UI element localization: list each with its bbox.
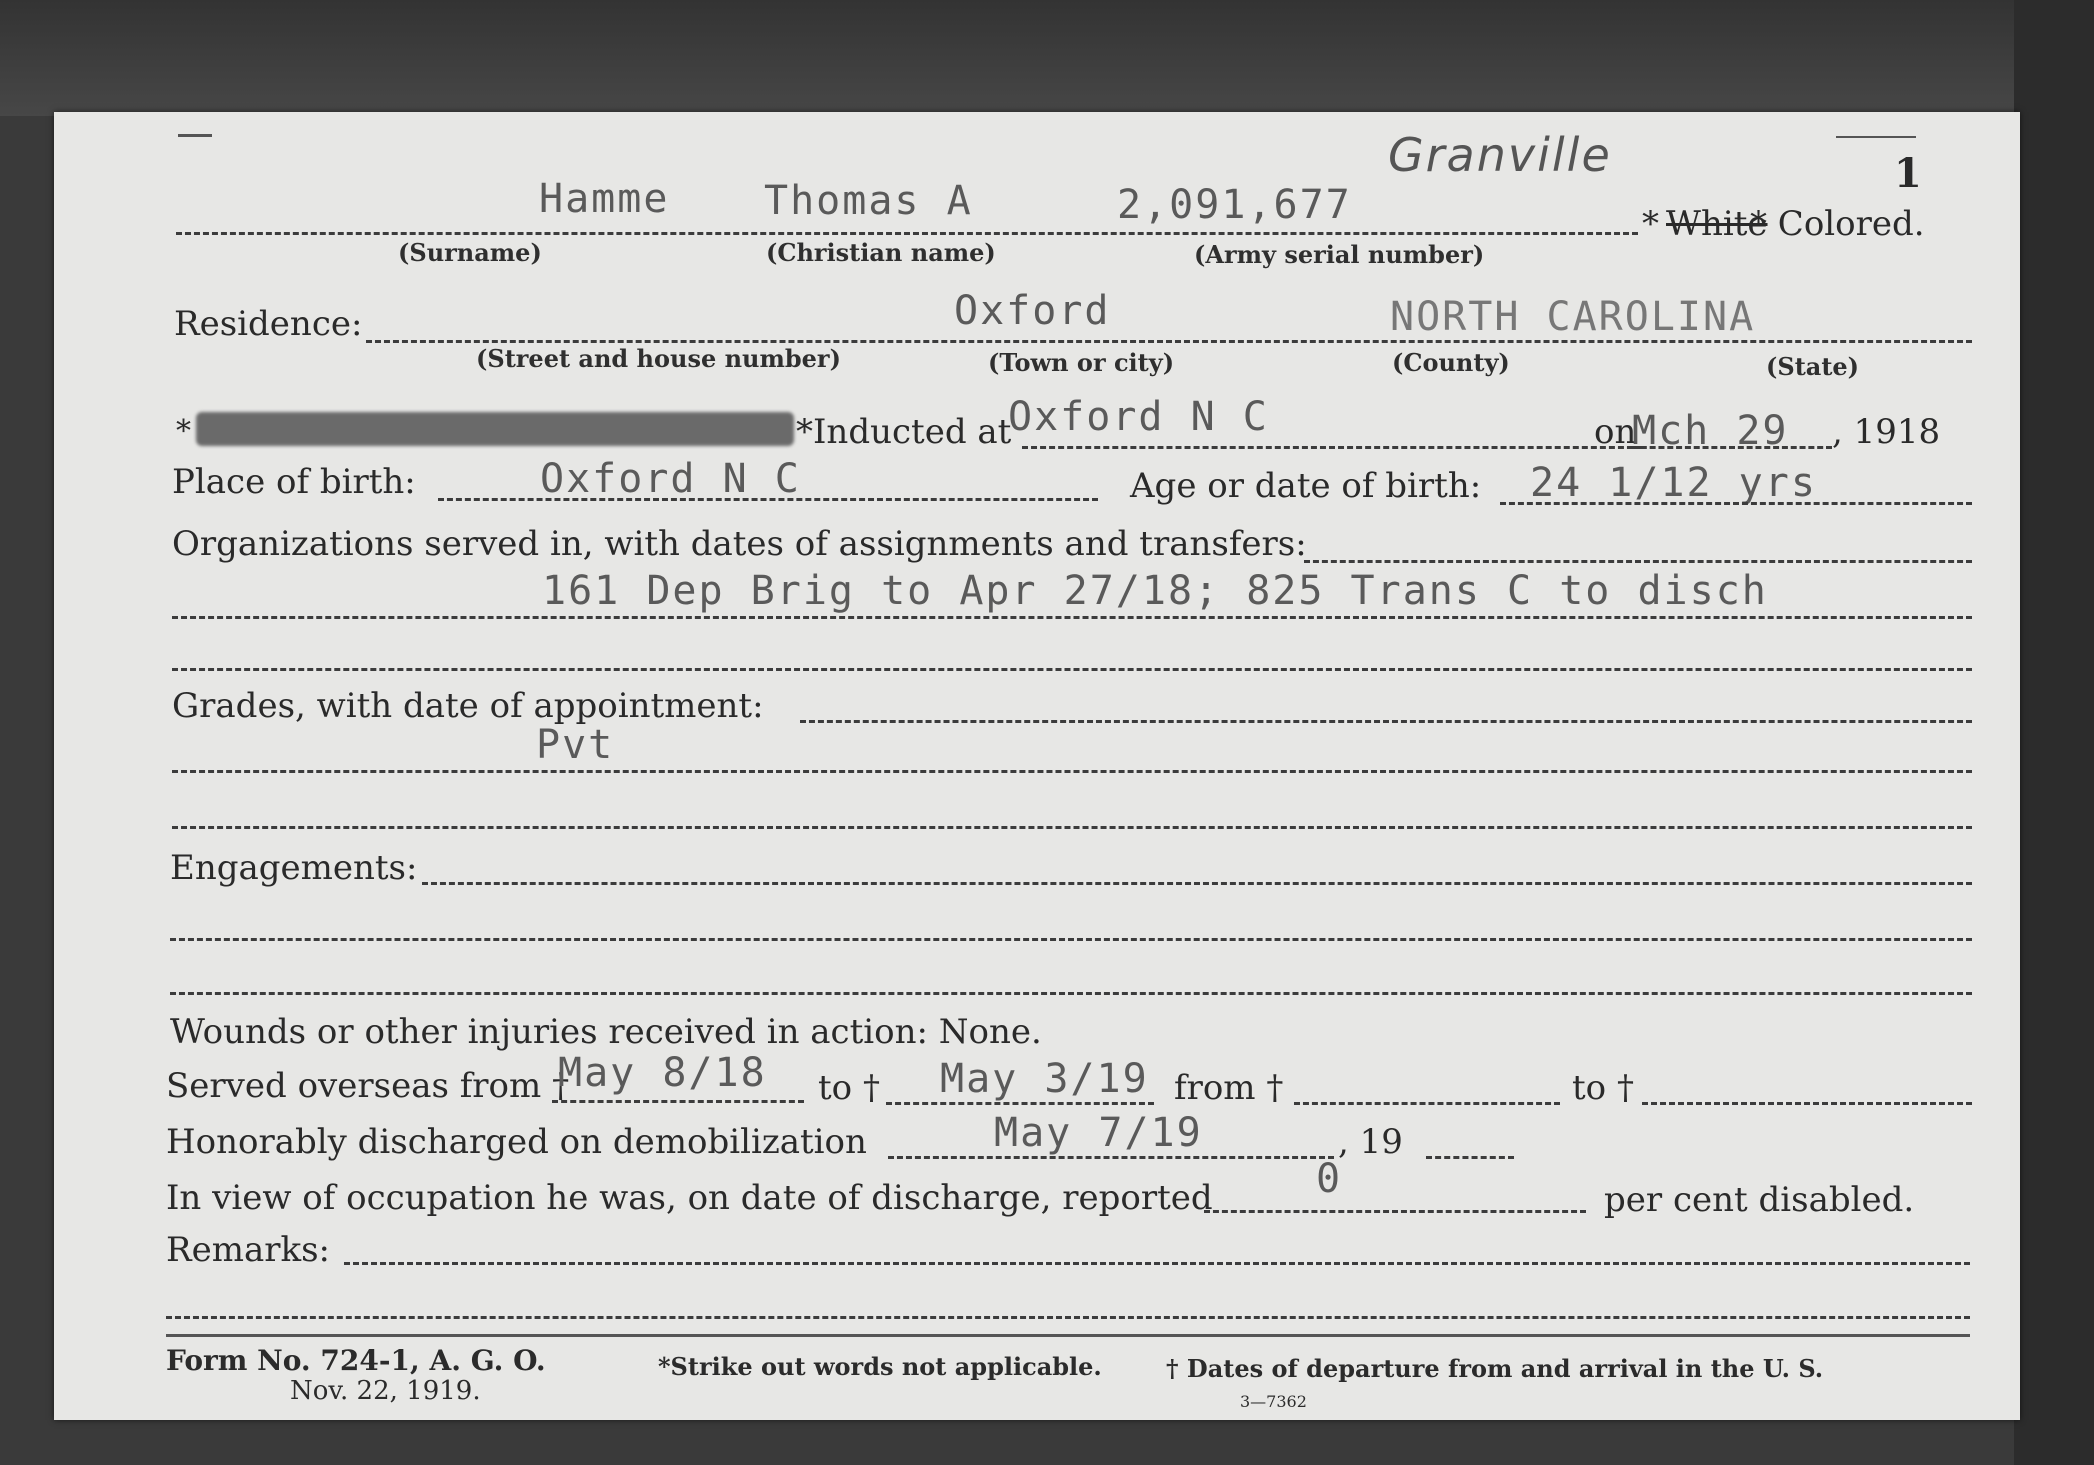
print-code: 3—7362 <box>1240 1392 1307 1411</box>
card-number: 1 <box>1894 150 1922 197</box>
inducted-place: Oxford N C <box>1008 394 1269 440</box>
discharge-year: , 19 <box>1338 1122 1403 1162</box>
card-number-rule <box>1836 136 1916 138</box>
overseas-from2-line <box>1294 1102 1560 1105</box>
engagements-line-1 <box>422 882 1972 885</box>
induction-star: * <box>176 414 191 449</box>
overseas-to-label: to † <box>818 1068 880 1108</box>
wounds-label: Wounds or other injuries received in action: None. <box>170 1012 1042 1052</box>
label-christian-name: (Christian name) <box>766 238 996 267</box>
organizations-line-2 <box>172 616 1972 619</box>
race-colored: * Colored. <box>1750 204 1925 244</box>
disability-line <box>1204 1210 1586 1213</box>
scan-backdrop-right <box>2014 0 2094 1465</box>
overseas-to2-label: to † <box>1572 1068 1634 1108</box>
grades-label: Grades, with date of appointment: <box>172 686 764 726</box>
disability-value: 0 <box>1316 1156 1343 1202</box>
overseas-from-date: May 8/18 <box>558 1050 767 1096</box>
residence-town: Oxford <box>954 288 1111 334</box>
age-value: 24 1/12 yrs <box>1530 460 1817 506</box>
inducted-at-label: *Inducted at <box>796 412 1012 452</box>
age-label: Age or date of birth: <box>1130 466 1482 506</box>
overseas-from-line <box>552 1100 804 1103</box>
christian-name-value: Thomas A <box>764 178 973 224</box>
label-town: (Town or city) <box>988 348 1175 377</box>
place-of-birth-value: Oxford N C <box>540 456 801 502</box>
enlisted-struck-text: Enlisted * R. A. * N. G. * E. R. C. <box>204 416 630 445</box>
inducted-line <box>1022 446 1642 449</box>
label-serial-number: (Army serial number) <box>1194 240 1485 269</box>
overseas-to-line <box>886 1102 1154 1105</box>
overseas-from2-label: from † <box>1174 1068 1284 1108</box>
label-surname: (Surname) <box>398 238 542 267</box>
remarks-label: Remarks: <box>166 1230 330 1270</box>
form-number: Form No. 724-1, A. G. O. <box>166 1344 546 1377</box>
discharge-year-line <box>1426 1156 1514 1159</box>
form-date: Nov. 22, 1919. <box>290 1376 481 1406</box>
discharge-label: Honorably discharged on demobilization <box>166 1122 867 1162</box>
corner-mark <box>178 134 212 137</box>
grades-value: Pvt <box>536 722 615 768</box>
organizations-label: Organizations served in, with dates of assignments and transfers: <box>172 524 1307 564</box>
disability-suffix: per cent disabled. <box>1604 1180 1915 1220</box>
residence-line <box>366 340 1972 343</box>
scan-backdrop-top <box>0 0 2094 116</box>
overseas-to2-line <box>1642 1102 1972 1105</box>
inducted-date-line <box>1632 446 1832 449</box>
label-county: (County) <box>1392 348 1510 377</box>
engagements-line-3 <box>170 992 1972 995</box>
race-white-struck: White <box>1666 204 1768 244</box>
organizations-value: 161 Dep Brig to Apr 27/18; 825 Trans C to disch <box>542 568 1768 614</box>
discharge-date: May 7/19 <box>994 1110 1203 1156</box>
service-record-card <box>54 112 2020 1420</box>
inducted-year: , 1918 <box>1832 412 1941 452</box>
serial-number-value: 2,091,677 <box>1117 182 1352 228</box>
name-line <box>176 232 1638 235</box>
label-street: (Street and house number) <box>476 344 841 373</box>
residence-state: NORTH CAROLINA <box>1390 294 1756 340</box>
overseas-label: Served overseas from † <box>166 1066 570 1106</box>
grades-line-1 <box>800 720 1972 723</box>
surname-value: Hamme <box>539 176 670 222</box>
place-of-birth-line <box>438 498 1098 501</box>
inducted-date: Mch 29 <box>1632 408 1789 454</box>
organizations-line-1 <box>1304 560 1972 563</box>
disability-label: In view of occupation he was, on date of discharge, reported <box>166 1178 1213 1218</box>
label-state: (State) <box>1766 352 1860 381</box>
remarks-line-1 <box>344 1262 1970 1265</box>
on-label: on <box>1594 412 1637 452</box>
grades-line-3 <box>172 826 1972 829</box>
discharge-line <box>888 1156 1334 1159</box>
grades-line-2 <box>172 770 1972 773</box>
organizations-line-3 <box>172 668 1972 671</box>
strike-note: *Strike out words not applicable. <box>658 1352 1102 1381</box>
residence-label: Residence: <box>174 304 363 344</box>
engagements-label: Engagements: <box>170 848 418 888</box>
race-marker: * <box>1642 204 1659 244</box>
place-of-birth-label: Place of birth: <box>172 462 416 502</box>
age-line <box>1500 502 1972 505</box>
remarks-line-2 <box>166 1316 1970 1319</box>
county-handwritten: Granville <box>1388 128 1612 182</box>
dates-note: † Dates of departure from and arrival in the U. S. <box>1166 1354 1824 1383</box>
footer-rule <box>166 1334 1970 1337</box>
overseas-to-date: May 3/19 <box>940 1056 1149 1102</box>
engagements-line-2 <box>170 938 1972 941</box>
